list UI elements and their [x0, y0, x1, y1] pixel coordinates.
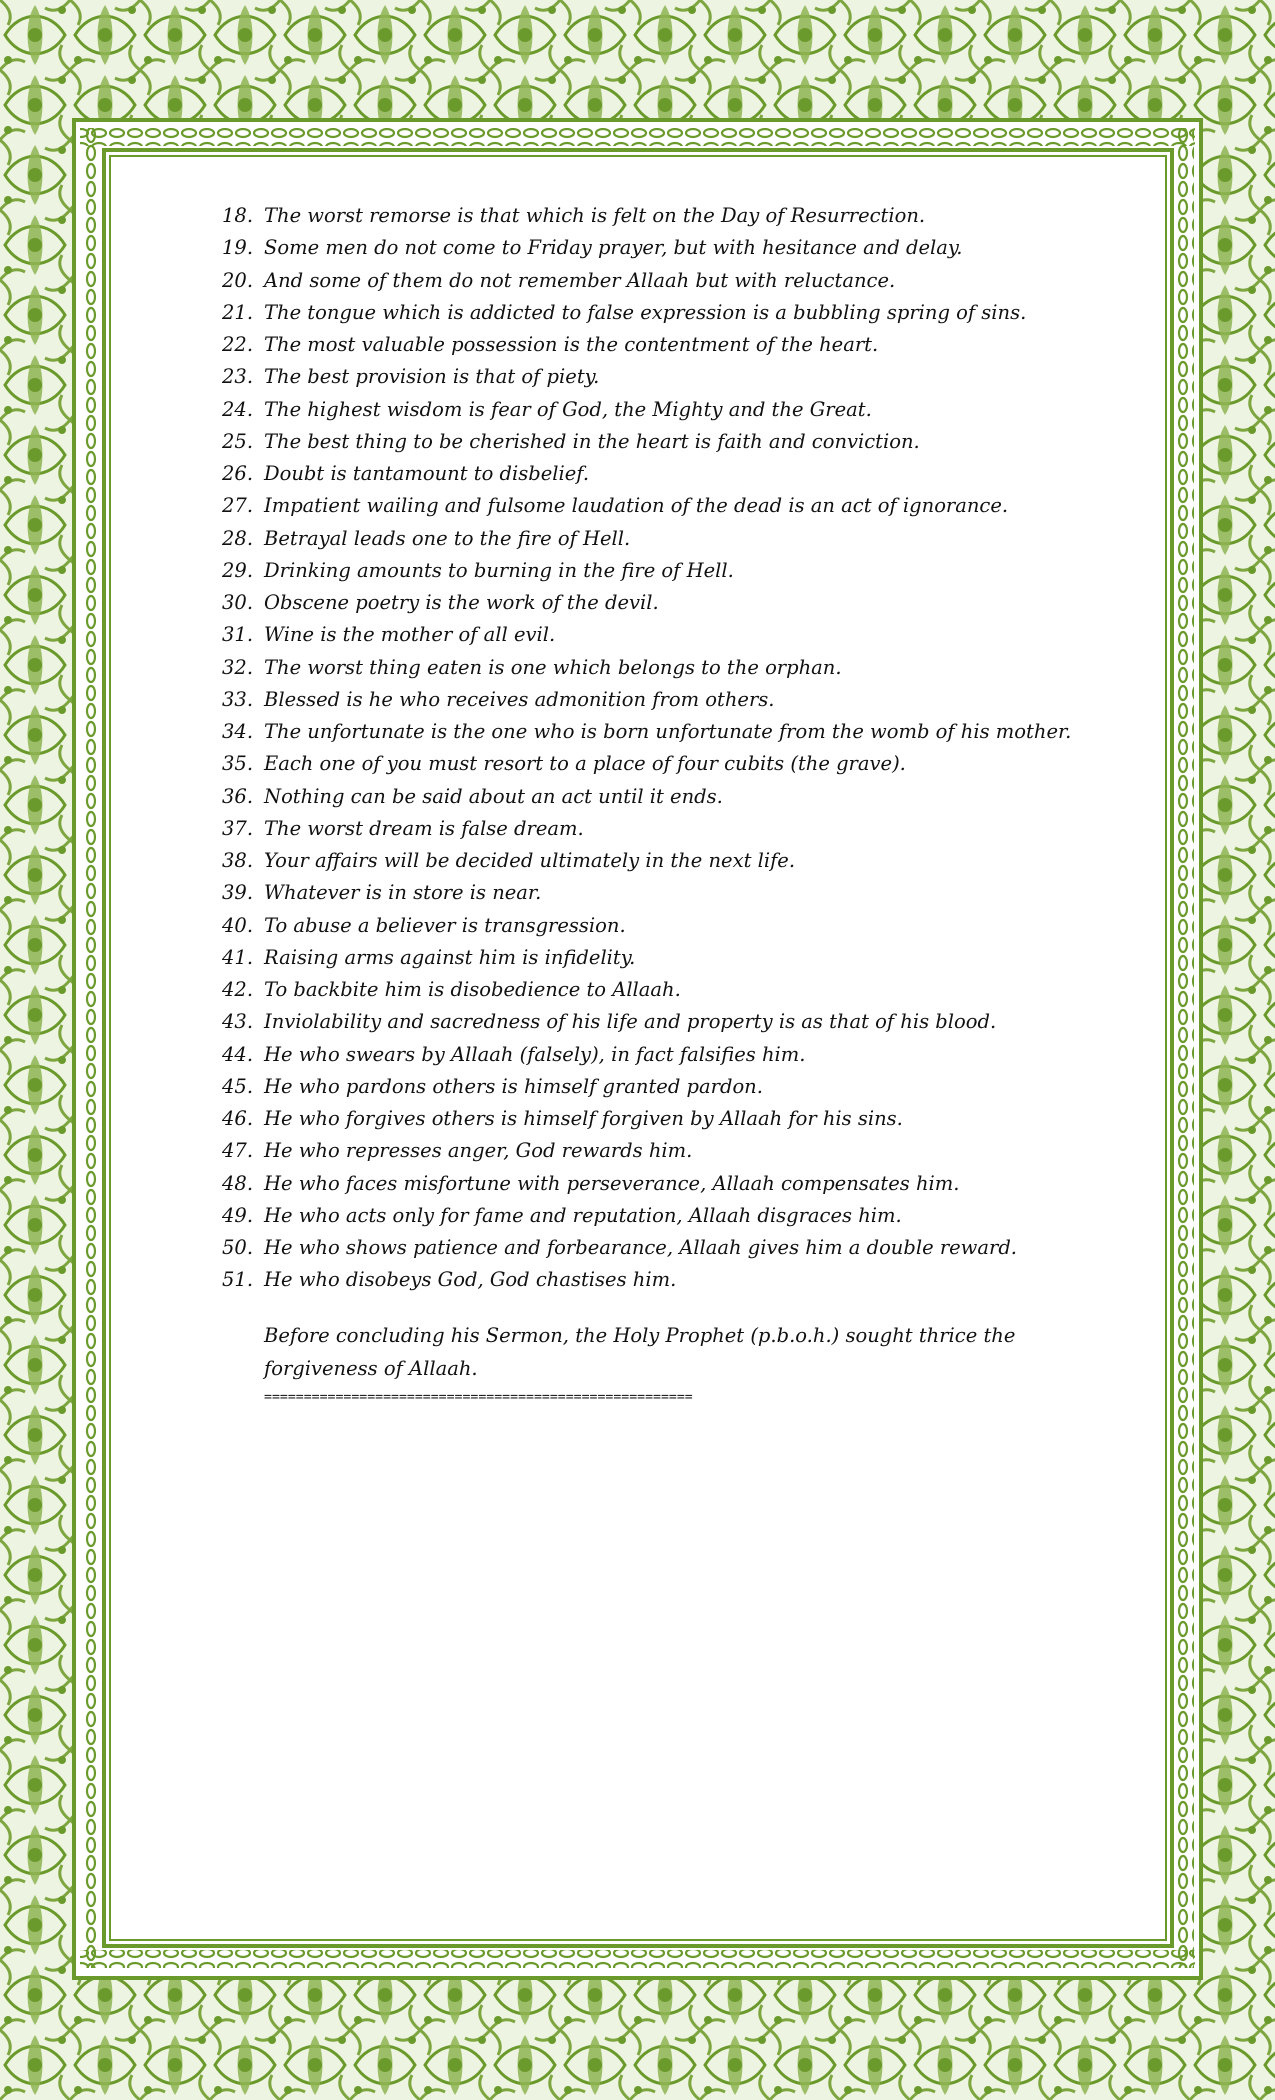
saying-item: [222, 1071, 1072, 1103]
saying-item: [222, 297, 1072, 329]
saying-text: The tongue which is addicted to false expression is a bubbling spring of sins.: [264, 300, 1027, 324]
saying-item: [222, 652, 1072, 684]
saying-number: 26.: [222, 462, 254, 485]
saying-item: [222, 748, 1072, 780]
saying-item: [222, 458, 1072, 490]
saying-text: The worst thing eaten is one which belongs to the orphan.: [264, 655, 842, 679]
saying-number: 44.: [222, 1042, 254, 1066]
saying-text: And some of them do not remember Allaah but with reluctance.: [264, 268, 896, 292]
saying-text: Doubt is tantamount to disbelief.: [264, 462, 590, 485]
saying-item: [222, 1103, 1072, 1135]
saying-text: The worst dream is false dream.: [264, 816, 584, 840]
saying-item: [222, 781, 1072, 813]
saying-number: 43.: [222, 1010, 254, 1034]
saying-number: 24.: [222, 397, 254, 421]
saying-number: 45.: [222, 1074, 254, 1098]
saying-item: [222, 942, 1072, 974]
saying-item: [222, 813, 1072, 845]
saying-text: The best thing to be cherished in the heart is faith and conviction.: [264, 429, 920, 453]
saying-text: Nothing can be said about an act until it ends.: [264, 784, 723, 808]
sayings-list: [222, 200, 1072, 1297]
saying-item: [222, 523, 1072, 555]
saying-text: The best provision is that of piety.: [264, 365, 600, 389]
saying-item: [222, 265, 1072, 297]
saying-text: Blessed is he who receives admonition from others.: [264, 687, 775, 711]
saying-text: Whatever is in store is near.: [264, 881, 542, 905]
closing-paragraph: Before concluding his Sermon, the Holy Prophet (p.b.o.h.) sought thrice the forgiveness of Allaah.: [264, 1323, 1016, 1380]
saying-text: He who shows patience and forbearance, Allaah gives him a double reward.: [264, 1236, 1018, 1259]
saying-item: [222, 200, 1072, 232]
saying-item: [222, 1168, 1072, 1200]
saying-text: He who disobeys God, God chastises him.: [264, 1268, 677, 1292]
saying-number: 51.: [222, 1268, 254, 1292]
saying-number: 46.: [222, 1107, 254, 1130]
saying-text: To backbite him is disobedience to Allaah.: [264, 978, 681, 1001]
saying-text: The unfortunate is the one who is born unfortunate from the womb of his mother.: [264, 720, 1072, 743]
saying-text: Impatient wailing and fulsome laudation of the dead is an act of ignorance.: [264, 494, 1009, 518]
saying-item: [222, 490, 1072, 522]
saying-number: 30.: [222, 591, 254, 614]
saying-number: 23.: [222, 365, 254, 389]
saying-text: Raising arms against him is infidelity.: [264, 945, 636, 969]
saying-text: He who swears by Allaah (falsely), in fact falsifies him.: [264, 1042, 806, 1066]
saying-text: He who acts only for fame and reputation, Allaah disgraces him.: [264, 1203, 902, 1227]
saying-item: [222, 232, 1072, 264]
saying-number: 20.: [222, 268, 254, 292]
saying-number: 27.: [222, 494, 254, 518]
saying-text: Each one of you must resort to a place of four cubits (the grave).: [264, 752, 906, 776]
saying-text: Wine is the mother of all evil.: [264, 623, 556, 647]
sayings-content: [222, 200, 1072, 1411]
saying-number: 25.: [222, 429, 254, 453]
saying-text: Drinking amounts to burning in the fire of Hell.: [264, 558, 734, 582]
saying-item: [222, 1135, 1072, 1167]
saying-text: Inviolability and sacredness of his life and property is as that of his blood.: [264, 1010, 997, 1034]
saying-number: 37.: [222, 816, 254, 840]
saying-item: [222, 910, 1072, 942]
saying-item: [222, 1039, 1072, 1071]
saying-item: [222, 1232, 1072, 1264]
saying-item: [222, 716, 1072, 748]
saying-item: [222, 877, 1072, 909]
saying-text: He who pardons others is himself granted pardon.: [264, 1074, 763, 1098]
saying-number: 29.: [222, 558, 254, 582]
saying-item: [222, 394, 1072, 426]
saying-text: He who forgives others is himself forgiven by Allaah for his sins.: [264, 1107, 903, 1130]
saying-number: 38.: [222, 849, 254, 872]
saying-text: He who represses anger, God rewards him.: [264, 1139, 693, 1163]
saying-number: 28.: [222, 526, 254, 550]
saying-number: 22.: [222, 333, 254, 356]
saying-item: [222, 361, 1072, 393]
saying-number: 36.: [222, 784, 254, 808]
saying-text: Betrayal leads one to the fire of Hell.: [264, 526, 631, 550]
saying-number: 41.: [222, 945, 254, 969]
saying-number: 50.: [222, 1236, 254, 1259]
saying-item: [222, 329, 1072, 361]
saying-text: The most valuable possession is the contentment of the heart.: [264, 333, 879, 356]
saying-text: Your affairs will be decided ultimately in the next life.: [264, 849, 796, 872]
saying-number: 42.: [222, 978, 254, 1001]
saying-number: 47.: [222, 1139, 254, 1163]
saying-item: [222, 974, 1072, 1006]
divider-line: ======================================================: [264, 1389, 693, 1405]
saying-item: [222, 1264, 1072, 1296]
saying-item: [222, 619, 1072, 651]
saying-text: To abuse a believer is transgression.: [264, 913, 626, 937]
saying-text: He who faces misfortune with perseverance, Allaah compensates him.: [264, 1171, 960, 1195]
saying-item: [222, 1006, 1072, 1038]
saying-number: 33.: [222, 687, 254, 711]
saying-number: 34.: [222, 720, 254, 743]
saying-text: Some men do not come to Friday prayer, but with hesitance and delay.: [264, 236, 963, 260]
saying-number: 19.: [222, 236, 254, 260]
saying-number: 32.: [222, 655, 254, 679]
saying-number: 48.: [222, 1171, 254, 1195]
saying-number: 31.: [222, 623, 254, 647]
saying-item: [222, 587, 1072, 619]
saying-item: [222, 1200, 1072, 1232]
saying-number: 35.: [222, 752, 254, 776]
saying-number: 39.: [222, 881, 254, 905]
saying-number: 49.: [222, 1203, 254, 1227]
saying-item: [222, 426, 1072, 458]
saying-number: 18.: [222, 204, 254, 227]
saying-number: 40.: [222, 913, 254, 937]
saying-text: The highest wisdom is fear of God, the Mighty and the Great.: [264, 397, 872, 421]
saying-number: 21.: [222, 300, 254, 324]
saying-text: The worst remorse is that which is felt on the Day of Resurrection.: [264, 204, 926, 227]
saying-text: Obscene poetry is the work of the devil.: [264, 591, 659, 614]
saying-item: [222, 684, 1072, 716]
saying-item: [222, 555, 1072, 587]
saying-item: [222, 845, 1072, 877]
